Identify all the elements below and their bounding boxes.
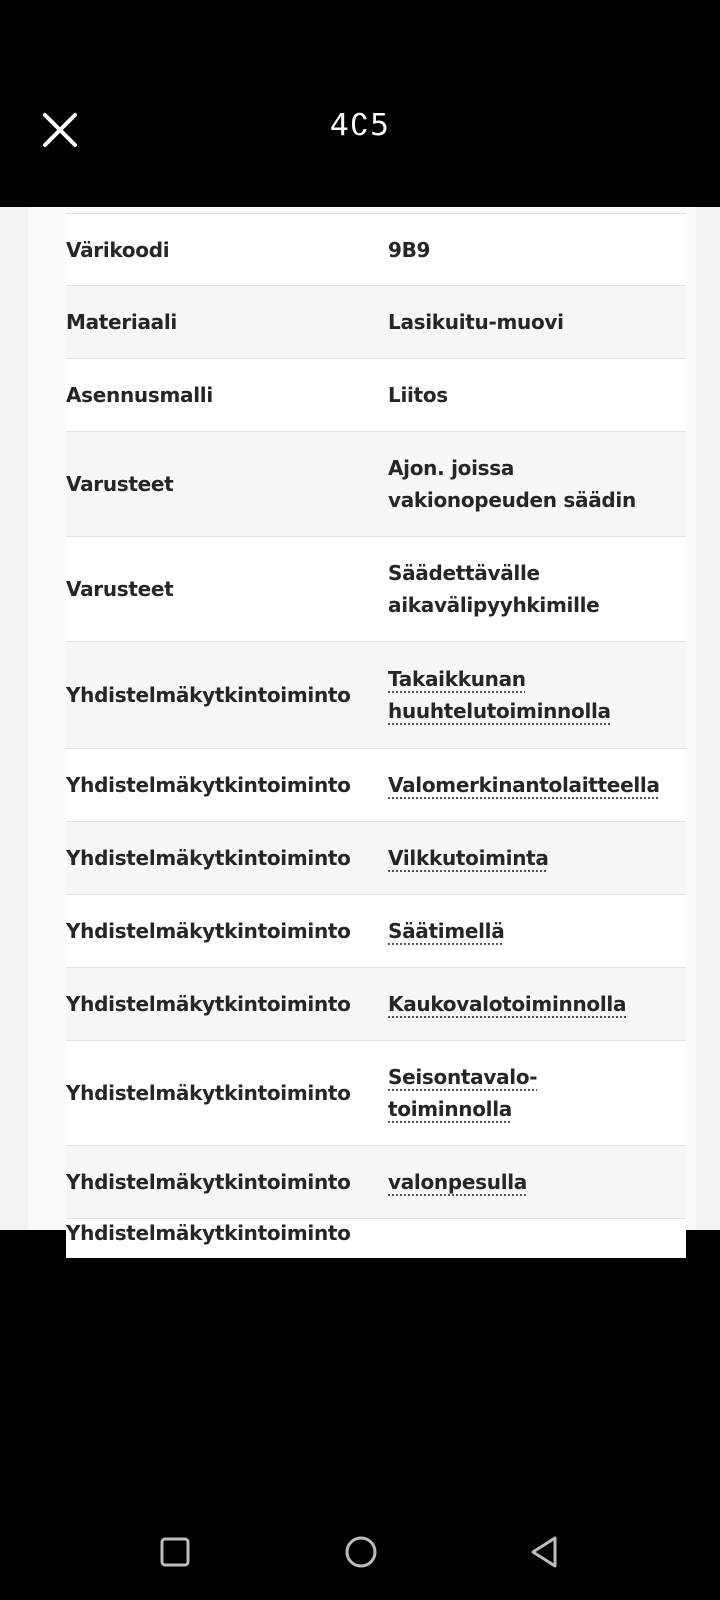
spec-link-text[interactable]: Säätimellä [388,919,505,943]
table-row [66,967,686,1040]
table-row [66,821,686,894]
spec-value-link[interactable] [388,769,686,801]
home-button[interactable] [339,1530,383,1574]
triangle-back-icon [523,1530,567,1574]
spec-value-link[interactable] [388,988,686,1020]
spec-link-text[interactable]: Valomerkinantolaitteella [388,773,660,797]
spec-key: Yhdistelmäkytkintoiminto [66,992,351,1016]
spec-key: Yhdistelmäkytkintoiminto [66,846,351,870]
spec-value: Ajon. joissa vakionopeuden säädin [388,456,636,512]
spec-table [66,213,686,1258]
spec-value: Liitos [388,383,448,407]
table-row [66,641,686,748]
spec-key: Värikoodi [66,237,170,262]
spec-value-link[interactable] [388,1166,686,1198]
table-row [66,1145,686,1218]
spec-value-link[interactable] [388,1061,686,1125]
spec-value: Säädettävälle aikavälipyyhkimille [388,561,600,617]
spec-link-text[interactable]: Seisontavalo-toiminnolla [388,1065,538,1121]
image-counter: 4∁5 [329,108,391,143]
table-row [66,748,686,821]
spec-key: Materiaali [66,310,177,334]
spec-value-link[interactable] [388,663,686,727]
table-row [66,894,686,967]
spec-value-link[interactable] [388,915,686,947]
table-row-partial [66,1218,686,1258]
spec-value: 9B9 [388,237,431,262]
spec-key: Yhdistelmäkytkintoiminto [66,683,351,707]
spec-link-text[interactable]: Kaukovalotoiminnolla [388,992,627,1016]
square-icon [153,1530,197,1574]
table-row [66,1040,686,1145]
table-row [66,358,686,431]
table-row [66,285,686,358]
spec-link-text[interactable]: Vilkkutoiminta [388,846,549,870]
spec-key: Yhdistelmäkytkintoiminto [66,1221,351,1245]
table-row [66,536,686,641]
spec-value-link[interactable] [388,842,686,874]
spec-key: Asennusmalli [66,383,213,407]
table-row [66,431,686,536]
table-row [66,213,686,285]
spec-sheet-image [28,207,696,1245]
spec-key: Yhdistelmäkytkintoiminto [66,1081,351,1105]
spec-key: Yhdistelmäkytkintoiminto [66,1170,351,1194]
back-button[interactable] [523,1530,567,1574]
spec-link-text[interactable]: valonpesulla [388,1170,527,1194]
system-navigation-bar [0,1500,720,1600]
recents-button[interactable] [153,1530,197,1574]
viewer-header [0,0,720,207]
image-viewer[interactable] [0,207,720,1245]
circle-icon [339,1530,383,1574]
spec-key: Yhdistelmäkytkintoiminto [66,919,351,943]
spec-link-text[interactable]: Takaikkunan huuhtelutoiminnolla [388,667,611,723]
spec-key: Varusteet [66,577,174,601]
spec-key: Varusteet [66,472,174,496]
spec-key: Yhdistelmäkytkintoiminto [66,773,351,797]
spec-value: Lasikuitu-muovi [388,310,564,334]
